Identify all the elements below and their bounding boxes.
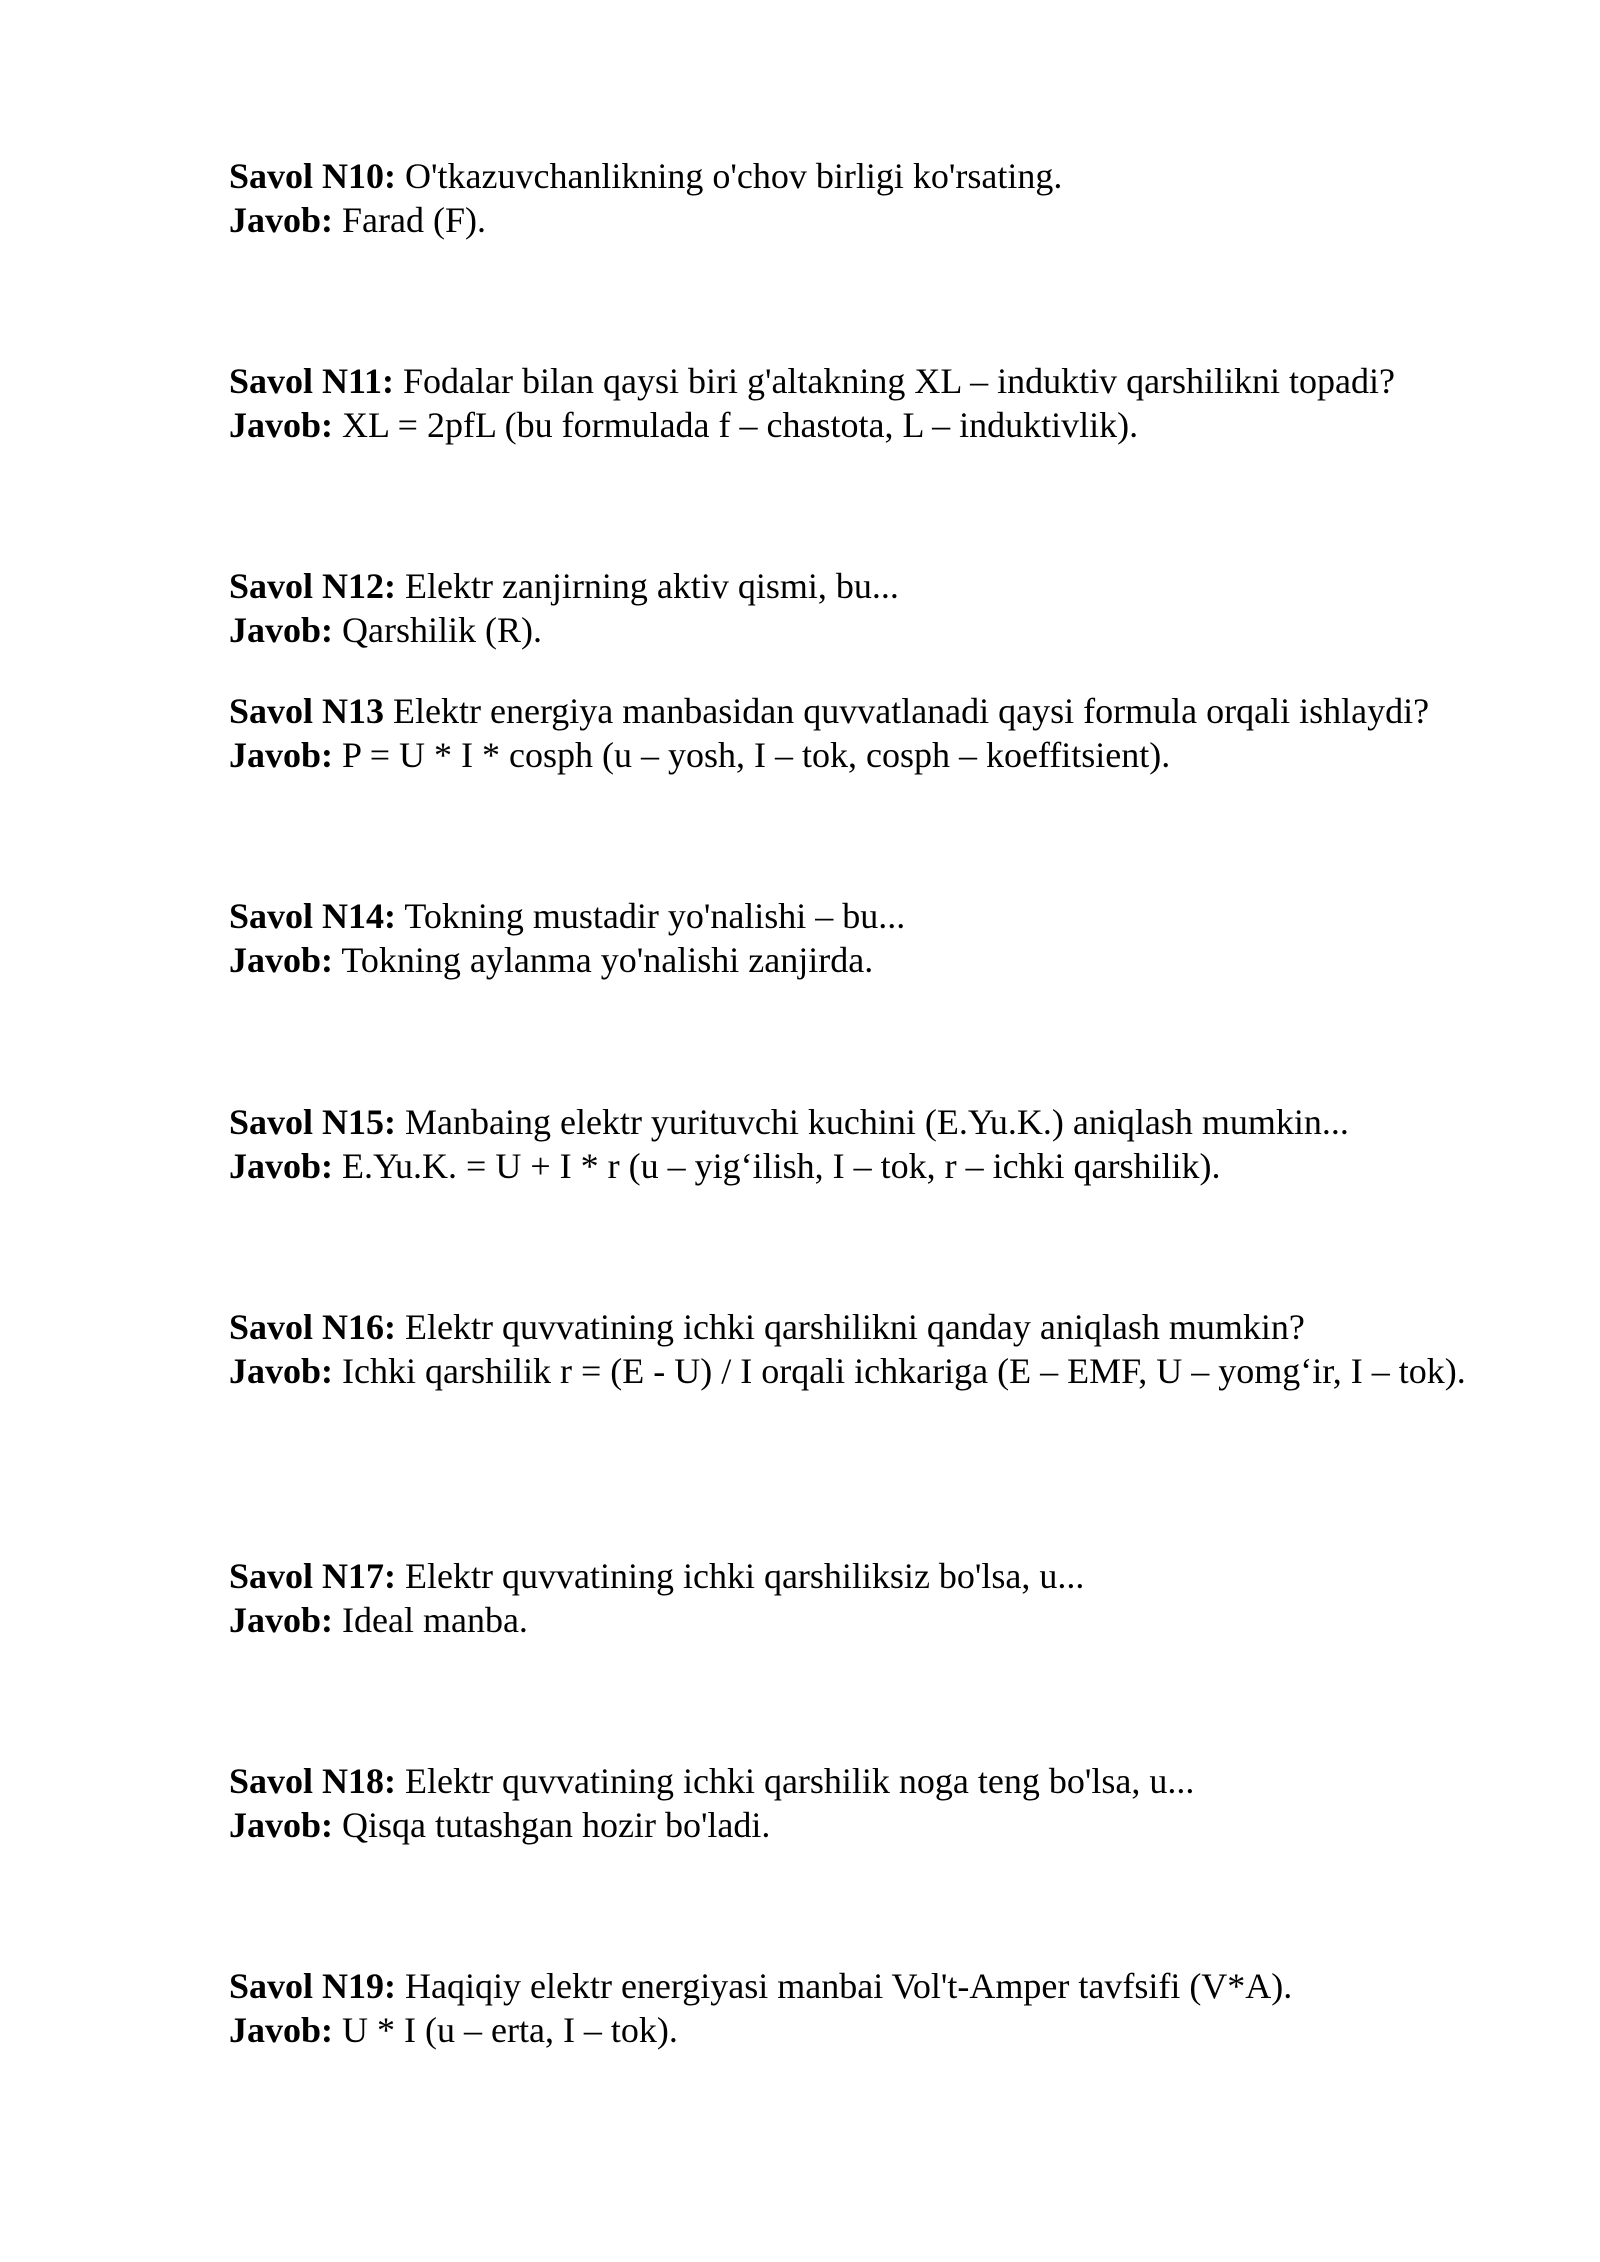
question-line: [229, 1305, 1479, 1349]
answer-label: Javob:: [229, 735, 334, 775]
answer-text: Tokning aylanma yo'nalishi zanjirda.: [333, 940, 874, 980]
answer-line: [229, 608, 1479, 652]
qa-item: [229, 1305, 1479, 1393]
question-line: [229, 154, 1479, 198]
answer-line: [229, 1144, 1479, 1188]
qa-item: [229, 359, 1479, 447]
question-label: Savol N17:: [229, 1556, 397, 1596]
question-line: [229, 689, 1479, 733]
qa-item: [229, 564, 1479, 652]
answer-line: [229, 938, 1479, 982]
question-label: Savol N10:: [229, 156, 397, 196]
answer-label: Javob:: [229, 200, 334, 240]
question-line: [229, 1964, 1479, 2008]
answer-text: Farad (F).: [333, 200, 486, 240]
qa-item: [229, 154, 1479, 242]
answer-label: Javob:: [229, 1600, 334, 1640]
question-label: Savol N16:: [229, 1307, 397, 1347]
answer-label: Javob:: [229, 405, 334, 445]
answer-text: Ichki qarshilik r = (E - U) / I orqali ichkariga (E – EMF, U – yomg‘ir, I – tok).: [333, 1351, 1466, 1391]
answer-line: [229, 1349, 1479, 1393]
answer-line: [229, 198, 1479, 242]
question-label: Savol N19:: [229, 1966, 397, 2006]
answer-label: Javob:: [229, 2010, 334, 2050]
question-text: Elektr zanjirning aktiv qismi, bu...: [396, 566, 899, 606]
qa-item: [229, 1554, 1479, 1642]
question-label: Savol N12:: [229, 566, 397, 606]
question-text: Elektr quvvatining ichki qarshilik noga teng bo'lsa, u...: [396, 1761, 1195, 1801]
question-text: Fodalar bilan qaysi biri g'altakning XL – induktiv qarshilikni topadi?: [394, 361, 1396, 401]
question-line: [229, 359, 1479, 403]
question-text: Haqiqiy elektr energiyasi manbai Vol't-Amper tavfsifi (V*A).: [396, 1966, 1293, 2006]
answer-line: [229, 733, 1479, 777]
answer-text: XL = 2pfL (bu formulada f – chastota, L – induktivlik).: [333, 405, 1139, 445]
question-text: Elektr quvvatining ichki qarshilikni qanday aniqlash mumkin?: [396, 1307, 1305, 1347]
question-line: [229, 894, 1479, 938]
answer-label: Javob:: [229, 610, 334, 650]
question-label: Savol N13: [229, 691, 385, 731]
question-text: O'tkazuvchanlikning o'chov birligi ko'rsating.: [396, 156, 1063, 196]
answer-text: P = U * I * cosph (u – yosh, I – tok, cosph – koeffitsient).: [333, 735, 1171, 775]
answer-line: [229, 2008, 1479, 2052]
answer-label: Javob:: [229, 940, 334, 980]
answer-label: Javob:: [229, 1351, 334, 1391]
answer-text: Qarshilik (R).: [333, 610, 542, 650]
question-text: Manbaing elektr yurituvchi kuchini (E.Yu.K.) aniqlash mumkin...: [396, 1102, 1349, 1142]
answer-text: Ideal manba.: [333, 1600, 528, 1640]
question-line: [229, 1554, 1479, 1598]
qa-item: [229, 689, 1479, 777]
question-line: [229, 564, 1479, 608]
answer-label: Javob:: [229, 1146, 334, 1186]
question-text: Elektr quvvatining ichki qarshiliksiz bo'lsa, u...: [396, 1556, 1085, 1596]
question-text: Tokning mustadir yo'nalishi – bu...: [396, 896, 906, 936]
qa-item: [229, 1759, 1479, 1847]
question-label: Savol N14:: [229, 896, 397, 936]
qa-item: [229, 1100, 1479, 1188]
qa-item: [229, 1964, 1479, 2052]
qa-item: [229, 894, 1479, 982]
question-label: Savol N18:: [229, 1761, 397, 1801]
answer-line: [229, 1803, 1479, 1847]
question-line: [229, 1759, 1479, 1803]
question-text: Elektr energiya manbasidan quvvatlanadi qaysi formula orqali ishlaydi?: [384, 691, 1430, 731]
answer-text: Qisqa tutashgan hozir bo'ladi.: [333, 1805, 771, 1845]
answer-text: U * I (u – erta, I – tok).: [333, 2010, 678, 2050]
question-label: Savol N15:: [229, 1102, 397, 1142]
answer-label: Javob:: [229, 1805, 334, 1845]
answer-line: [229, 1598, 1479, 1642]
answer-line: [229, 403, 1479, 447]
answer-text: E.Yu.K. = U + I * r (u – yig‘ilish, I – tok, r – ichki qarshilik).: [333, 1146, 1221, 1186]
question-line: [229, 1100, 1479, 1144]
question-label: Savol N11:: [229, 361, 395, 401]
